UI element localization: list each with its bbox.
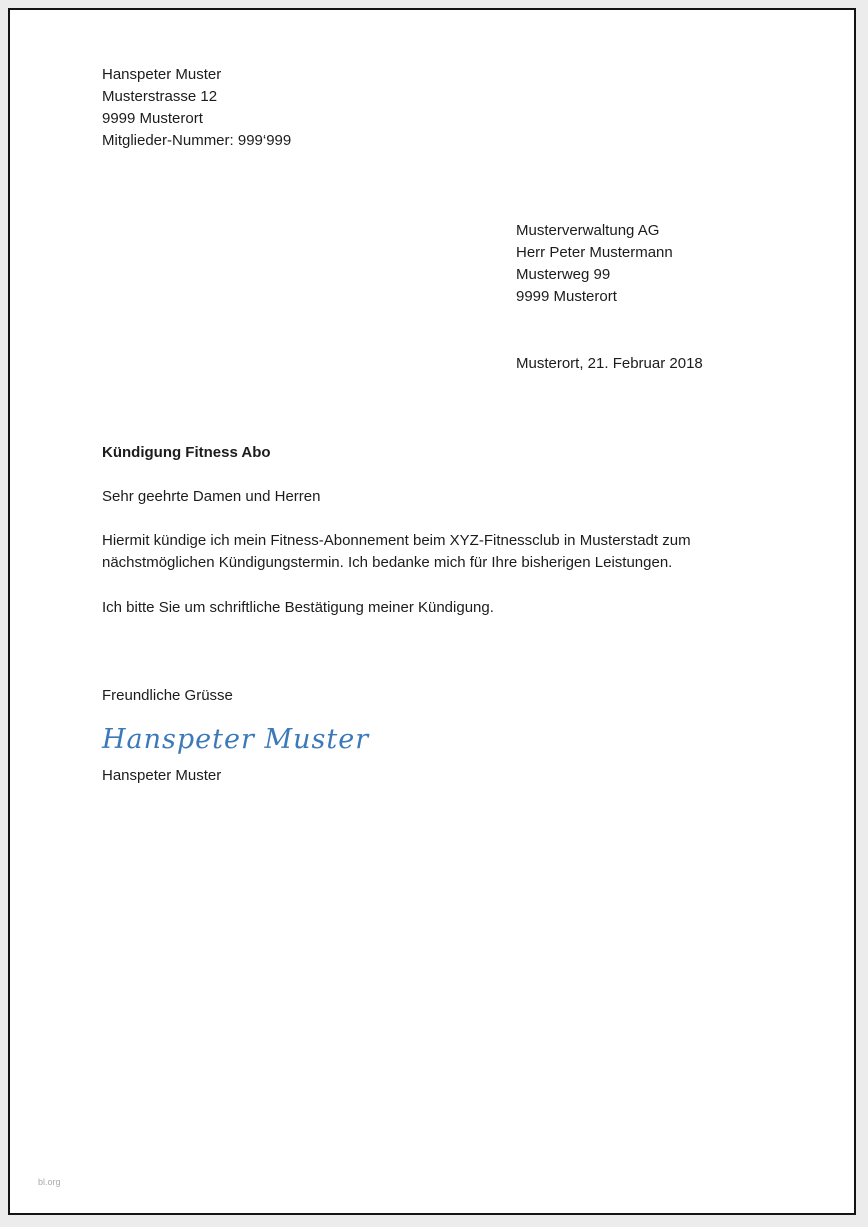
letter-page [8,8,856,1215]
sender-name: Hanspeter Muster [102,66,222,83]
sender-city: 9999 Musterort [102,110,203,127]
body-paragraph-1: Hiermit kündige ich mein Fitness-Abonnement beim XYZ-Fitnessclub in Musterstadt zum nächstmöglichen Kündigungstermin. Ich bedanke mich für Ihre bisherigen Leistungen. [102,532,691,571]
recipient-city: 9999 Musterort [516,288,617,305]
signature-printed-name: Hanspeter Muster [102,767,222,784]
recipient-address-block [516,220,673,308]
recipient-street: Musterweg 99 [516,266,611,283]
handwritten-signature: Hanspeter Muster [102,724,370,755]
subject-line: Kündigung Fitness Abo [102,444,271,461]
recipient-company: Musterverwaltung AG [516,222,660,239]
watermark-text: bl.org [38,1177,61,1187]
body-paragraph-2: Ich bitte Sie um schriftliche Bestätigung meiner Kündigung. [102,599,494,616]
sender-street: Musterstrasse 12 [102,88,218,105]
sender-member-number: Mitglieder-Nummer: 999‘999 [102,132,292,149]
date-line: Musterort, 21. Februar 2018 [516,355,703,372]
closing-phrase: Freundliche Grüsse [102,687,233,704]
sender-address-block [102,64,291,152]
recipient-person: Herr Peter Mustermann [516,244,673,261]
salutation: Sehr geehrte Damen und Herren [102,488,321,505]
